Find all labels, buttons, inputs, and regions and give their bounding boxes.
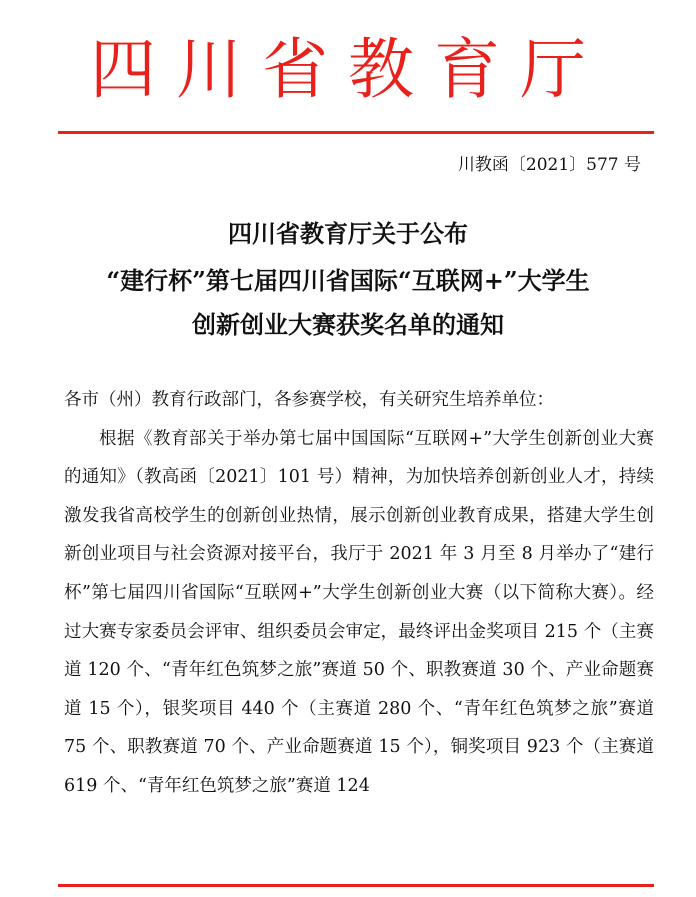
header-red-rule — [58, 131, 654, 134]
document-body — [64, 381, 654, 806]
title-line-2: “建行杯”第七届四川省国际“互联网+”大学生 — [106, 266, 590, 295]
issuer-masthead: 四川省教育厅 — [90, 31, 606, 108]
title-line-1: 四川省教育厅关于公布 — [228, 219, 468, 248]
document-number: 川教函〔2021〕577 号 — [457, 155, 641, 175]
title-line-3: 创新创业大赛获奖名单的通知 — [192, 310, 504, 339]
footer-red-rule — [58, 884, 654, 887]
body-paragraph: 根据《教育部关于举办第七届中国国际“互联网+”大学生创新创业大赛的通知》（教高函〔2021〕101 号）精神，为加快培养创新创业人才，持续激发我省高校学生的创新创业热情，展示创新创业教育成果，搭建大学生创新创业项目与社会资源对接平台，我厅于 2021 年 3 月至 8 月举办了“建行杯”第七届四川省国际“互联网+”大学生创新创业大赛（以下简称大赛）。经过大赛专家委员会评审、组织委员会审定，最终评出金奖项目 215 个（主赛道 120 个、“青年红色筑梦之旅”赛道 50 个、职教赛道 30 个、产业命题赛道 15 个），银奖项目 440 个（主赛道 280 个、“青年红色筑梦之旅”赛道 75 个、职教赛道 70 个、产业命题赛道 15 个），铜奖项目 923 个（主赛道 619 个、“青年红色筑梦之旅”赛道 124 — [64, 428, 654, 796]
salutation: 各市（州）教育行政部门，各参赛学校，有关研究生培养单位： — [64, 390, 554, 410]
